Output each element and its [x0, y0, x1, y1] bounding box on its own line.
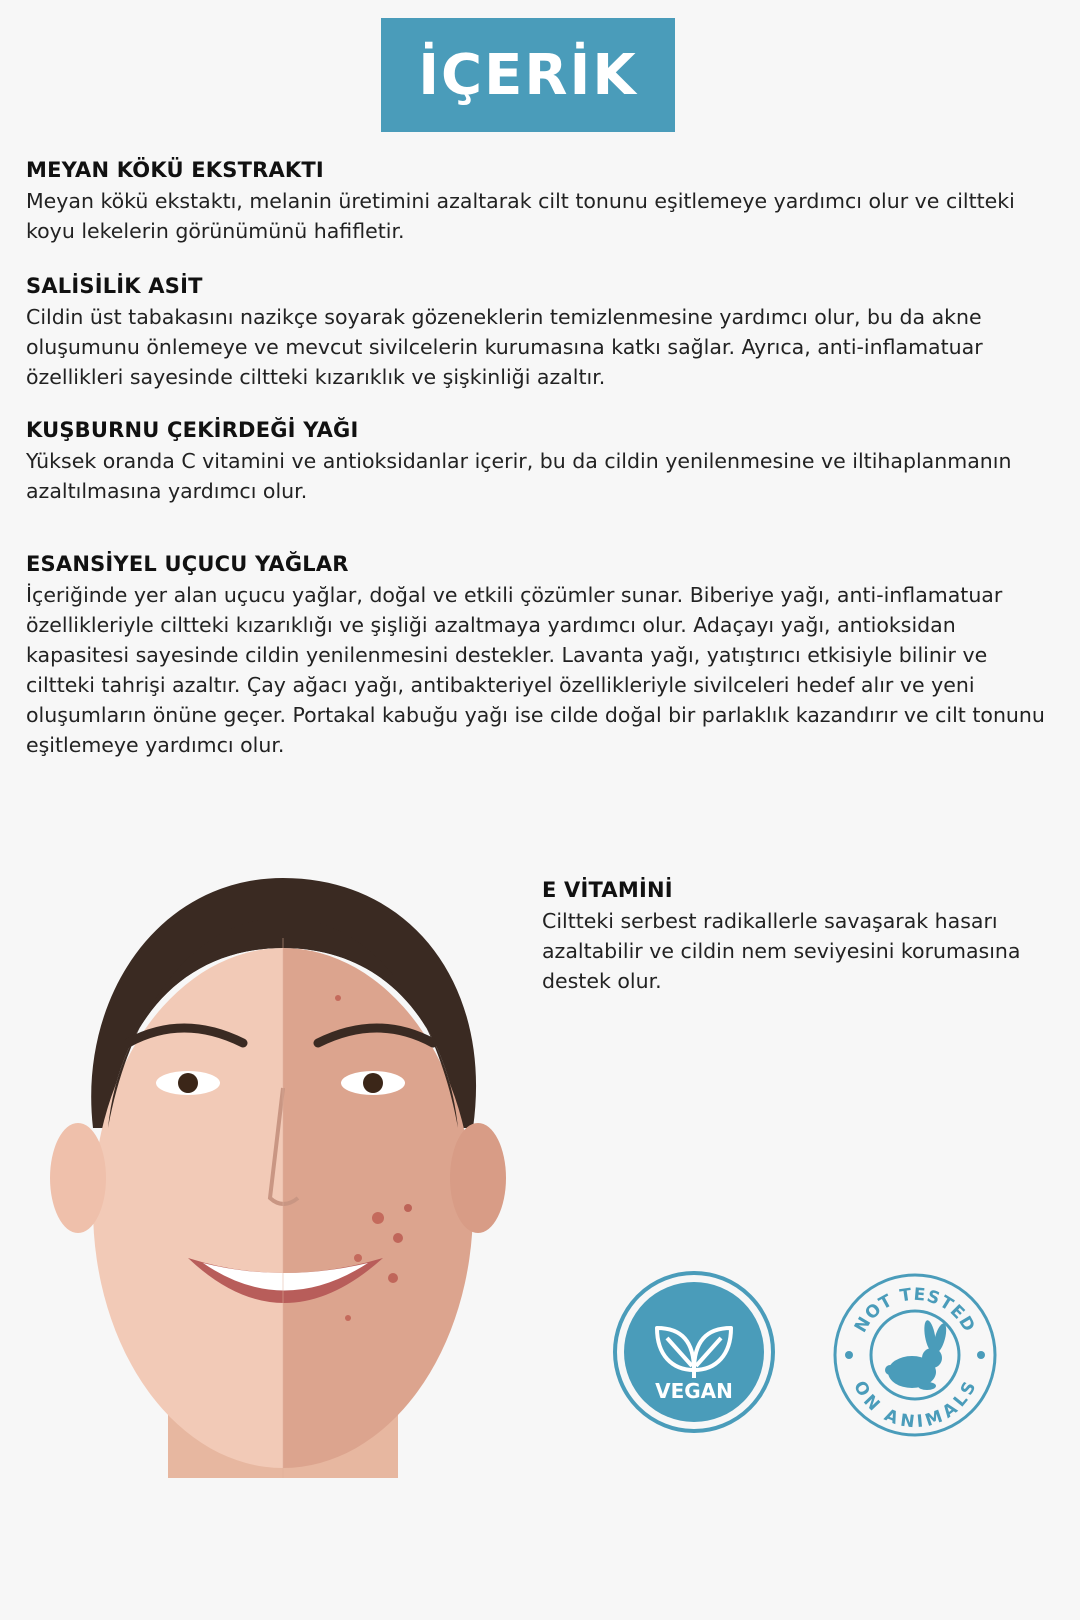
badge-bottom-text: ON ANIMALS [849, 1377, 981, 1433]
ingredient-section [26, 552, 1056, 760]
ingredient-heading: MEYAN KÖKÜ EKSTRAKTI [26, 158, 324, 182]
vegan-badge-graphic [612, 1270, 776, 1434]
ingredient-section [26, 274, 1056, 392]
ingredient-heading: E VİTAMİNİ [542, 878, 673, 902]
ingredient-description: Ciltteki serbest radikallerle savaşarak hasarı azaltabilir ve cildin nem seviyesini korumasına destek olur. [542, 909, 1021, 993]
badge-top-text: NOT TESTED [850, 1284, 980, 1337]
vegan-badge [612, 1270, 776, 1434]
ingredient-heading: KUŞBURNU ÇEKİRDEĞİ YAĞI [26, 418, 359, 442]
ingredient-description: Cildin üst tabakasını nazikçe soyarak gözeneklerin temizlenmesine yardımcı olur, bu da akne oluşumunu önlemeye ve mevcut sivilcelerin kurumasına katkı sağlar. Ayrıca, anti-inflamatuar özellikleri sayesinde ciltteki kızarıklık ve şişkinliği azaltır. [26, 305, 983, 389]
ingredient-heading: ESANSİYEL UÇUCU YAĞLAR [26, 552, 349, 576]
cruelty-free-badge-graphic [832, 1272, 998, 1438]
before-after-face-image [48, 878, 506, 1478]
ingredient-section [26, 418, 1056, 506]
cruelty-free-badge [832, 1272, 998, 1438]
ingredient-heading: SALİSİLİK ASİT [26, 274, 203, 298]
page-title: İÇERİK [418, 42, 638, 108]
title-banner [381, 18, 675, 132]
ingredient-description: İçeriğinde yer alan uçucu yağlar, doğal ve etkili çözümler sunar. Biberiye yağı, anti-inflamatuar özellikleriyle ciltteki kızarıklığı ve şişliği azaltmaya yardımcı olur. Adaçayı yağı, antioksidan kapasitesi sayesinde cildin yenilenmesini destekler. Lavanta yağı, yatıştırıcı etkisiyle bilinir ve ciltteki tahrişi azaltır. Çay ağacı yağı, antibakteriyel özellikleriyle sivilceleri hedef alır ve yeni oluşumların önüne geçer. Portakal kabuğu yağı ise cilde doğal bir parlaklık kazandırır ve cilt tonunu eşitlemeye yardımcı olur. [26, 583, 1045, 757]
vegan-label: VEGAN [655, 1379, 733, 1403]
ingredient-description: Meyan kökü ekstaktı, melanin üretimini azaltarak cilt tonunu eşitlemeye yardımcı olur ve ciltteki koyu lekelerin görünümünü hafifletir. [26, 189, 1015, 243]
ingredient-section [26, 158, 1056, 246]
ingredient-description: Yüksek oranda C vitamini ve antioksidanlar içerir, bu da cildin yenilenmesine ve iltihaplanmanın azaltılmasına yardımcı olur. [26, 449, 1012, 503]
rabbit-icon [885, 1319, 949, 1390]
ingredient-section [542, 878, 1042, 996]
